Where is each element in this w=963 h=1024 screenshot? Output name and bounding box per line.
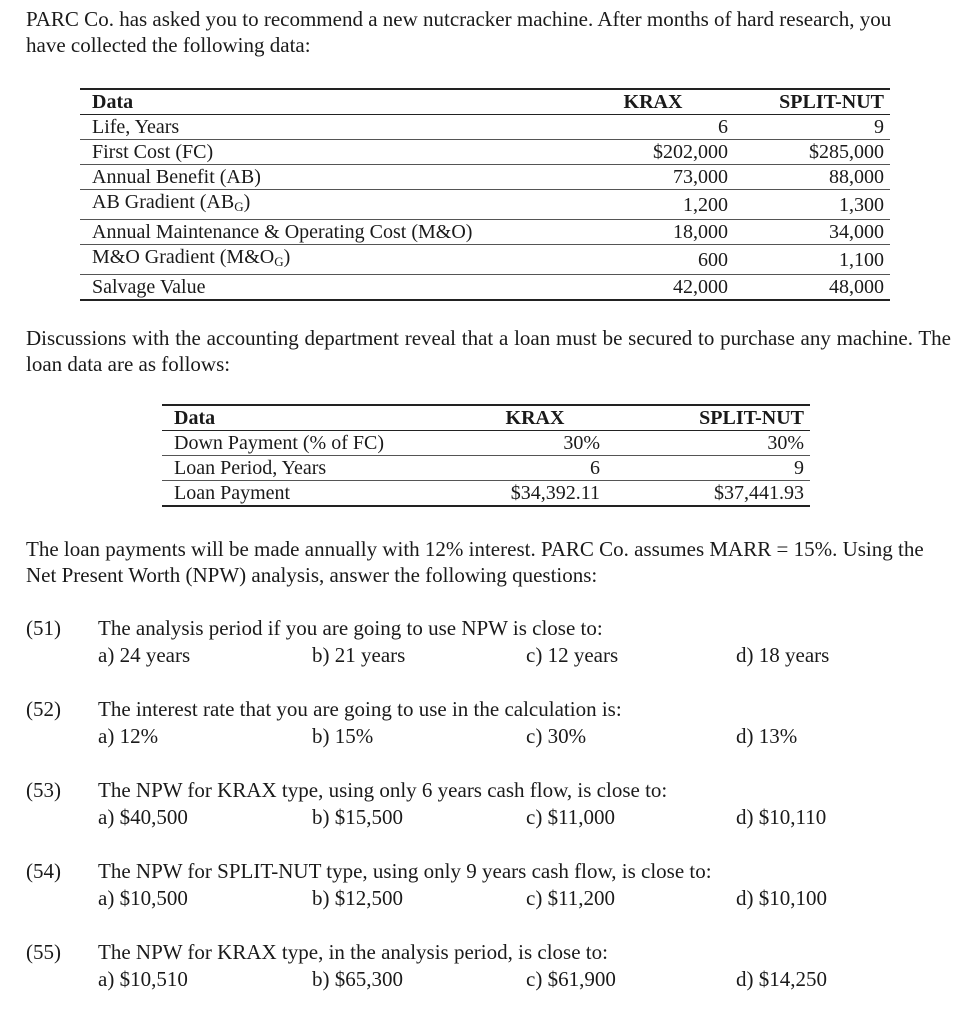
row-label: M&O Gradient $(M\&O_G)$ — [92, 246, 291, 269]
row-label: AB Gradient $(AB_G)$ — [92, 191, 251, 214]
option-b[interactable]: b) $65,300 — [312, 967, 403, 991]
table-row — [80, 220, 890, 245]
table-row — [80, 165, 890, 190]
question-text: The interest rate that you are going to use in the calculation is: — [98, 697, 622, 721]
option-b[interactable]: b) 21 years — [312, 643, 406, 667]
krax-value: 42,000 — [673, 276, 728, 298]
intro-paragraph: PARC Co. has asked you to recommend a new nutcracker machine. After months of hard research, you have collected the following data: — [26, 7, 892, 57]
row-label: Loan Payment — [174, 482, 291, 504]
col-header-krax: KRAX — [623, 91, 683, 113]
row-label: Salvage Value — [92, 276, 206, 298]
split-nut-value: 88,000 — [829, 166, 884, 188]
question-text: The analysis period if you are going to use NPW is close to: — [98, 616, 603, 640]
option-c[interactable]: c) $11,000 — [526, 805, 616, 829]
option-d[interactable]: d) 13% — [736, 724, 798, 748]
table-row — [80, 115, 890, 140]
krax-value: 1,200 — [683, 193, 728, 216]
table-row — [80, 190, 890, 220]
row-label: First Cost (FC) — [92, 141, 214, 163]
row-label: Down Payment (% of FC) — [174, 432, 384, 454]
krax-value: 30% — [563, 432, 600, 454]
option-b[interactable]: b) $15,500 — [312, 805, 403, 829]
npw-intro-paragraph: The loan payments will be made annually with 12% interest. PARC Co. assumes MARR = 15%. Using the Net Present Worth (NPW) analysis, answer the following questions: — [26, 537, 924, 587]
col-header-data: Data — [174, 407, 216, 429]
split-nut-value: 1,300 — [839, 193, 884, 216]
table-row — [162, 456, 810, 481]
question-number: (51) — [26, 616, 61, 640]
loan-data-table — [162, 404, 810, 507]
row-label: Life, Years — [92, 116, 180, 138]
option-c[interactable]: c) 30% — [526, 724, 587, 748]
krax-value: $34,392.11 — [510, 482, 600, 504]
question-number: (53) — [26, 778, 61, 802]
question-number: (55) — [26, 940, 61, 964]
split-nut-value: 9 — [874, 116, 884, 138]
option-d[interactable]: d) $14,250 — [736, 967, 827, 991]
col-header-split-nut: SPLIT-NUT — [779, 91, 884, 113]
split-nut-value: 9 — [794, 457, 804, 479]
question-text: The NPW for SPLIT-NUT type, using only 9 years cash flow, is close to: — [98, 859, 712, 883]
table-header-row — [162, 405, 810, 431]
option-c[interactable]: c) $11,200 — [526, 886, 616, 910]
option-a[interactable]: a) 24 years — [98, 643, 191, 667]
option-a[interactable]: a) $10,500 — [98, 886, 188, 910]
question-text: The NPW for KRAX type, using only 6 years cash flow, is close to: — [98, 778, 668, 802]
option-d[interactable]: d) 18 years — [736, 643, 830, 667]
split-nut-value: 48,000 — [829, 276, 884, 298]
option-b[interactable]: b) 15% — [312, 724, 374, 748]
loan-intro-paragraph: Discussions with the accounting department reveal that a loan must be secured to purchase any machine. The loan data are as follows: — [26, 326, 951, 376]
option-a[interactable]: a) $40,500 — [98, 805, 188, 829]
split-nut-value: 30% — [767, 432, 804, 454]
machine-data-table — [80, 88, 890, 301]
col-header-krax: KRAX — [505, 407, 565, 429]
row-label: Annual Benefit (AB) — [92, 166, 261, 188]
option-a[interactable]: a) 12% — [98, 724, 159, 748]
option-c[interactable]: c) 12 years — [526, 643, 619, 667]
split-nut-value: 1,100 — [839, 248, 884, 271]
split-nut-value: 34,000 — [829, 221, 884, 243]
option-a[interactable]: a) $10,510 — [98, 967, 188, 991]
split-nut-value: $37,441.93 — [714, 482, 804, 504]
krax-value: 6 — [590, 457, 600, 479]
krax-value: $202,000 — [653, 141, 728, 163]
krax-value: 18,000 — [673, 221, 728, 243]
question-text: The NPW for KRAX type, in the analysis period, is close to: — [98, 940, 608, 964]
question-number: (54) — [26, 859, 61, 883]
option-d[interactable]: d) $10,100 — [736, 886, 827, 910]
row-label: Annual Maintenance & Operating Cost (M&O) — [92, 221, 473, 243]
row-label: Loan Period, Years — [174, 457, 327, 479]
table-row — [162, 431, 810, 456]
table-header-row — [80, 89, 890, 115]
split-nut-value: $285,000 — [809, 141, 884, 163]
option-c[interactable]: c) $61,900 — [526, 967, 616, 991]
krax-value: 600 — [698, 248, 728, 271]
question-number: (52) — [26, 697, 61, 721]
table-row — [80, 140, 890, 165]
krax-value: 6 — [718, 116, 728, 138]
krax-value: 73,000 — [673, 166, 728, 188]
table-row — [162, 481, 810, 507]
table-row — [80, 245, 890, 275]
col-header-data: Data — [92, 91, 134, 113]
table-row — [80, 275, 890, 301]
option-b[interactable]: b) $12,500 — [312, 886, 403, 910]
option-d[interactable]: d) $10,110 — [736, 805, 827, 829]
col-header-split-nut: SPLIT-NUT — [699, 407, 804, 429]
